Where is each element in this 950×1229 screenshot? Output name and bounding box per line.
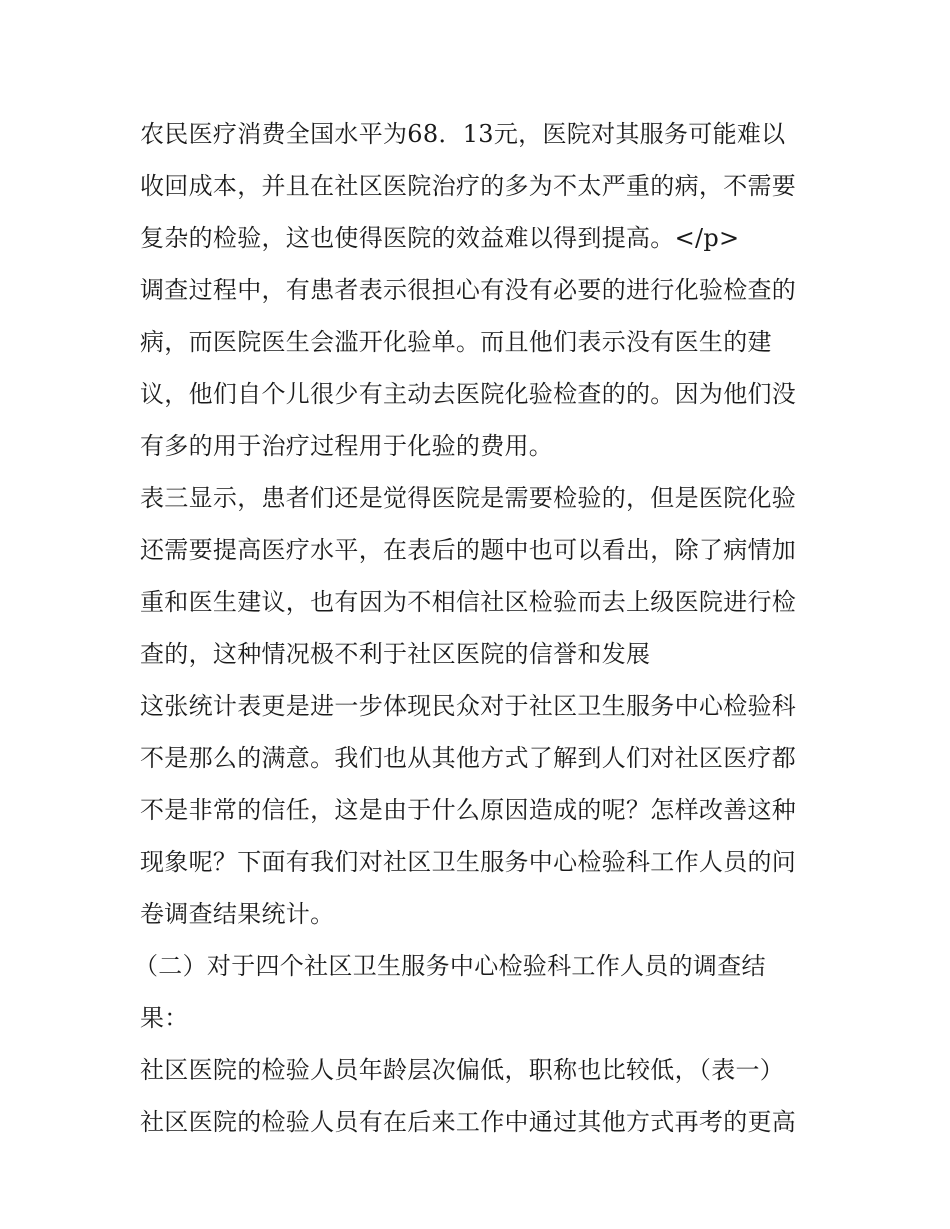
text-line: 复杂的检验，这也使得医院的效益难以得到提高。</p> [140, 224, 740, 252]
text-line: 社区医院的检验人员有在后来工作中通过其他方式再考的更高 [140, 1108, 797, 1136]
text-line: 还需要提高医疗水平，在表后的题中也可以看出，除了病情加 [140, 536, 797, 564]
text-line: 重和医生建议，也有因为不相信社区检验而去上级医院进行检 [140, 588, 797, 616]
text-line: 收回成本，并且在社区医院治疗的多为不太严重的病，不需要 [140, 172, 797, 200]
text-line: 卷调查结果统计。 [140, 900, 335, 928]
text-line: 不是非常的信任，这是由于什么原因造成的呢？怎样改善这种 [140, 796, 797, 824]
section-heading: （二）对于四个社区卫生服务中心检验科工作人员的调查结 [134, 952, 766, 980]
text-line: 病，而医院医生会滥开化验单。而且他们表示没有医生的建 [140, 328, 772, 356]
text-line: 调查过程中，有患者表示很担心有没有必要的进行化验检查的 [140, 276, 797, 304]
text-line: 议，他们自个儿很少有主动去医院化验检查的的。因为他们没 [140, 380, 797, 408]
text-line: 现象呢？下面有我们对社区卫生服务中心检验科工作人员的问 [140, 848, 797, 876]
text-line: 这张统计表更是进一步体现民众对于社区卫生服务中心检验科 [140, 692, 797, 720]
text-line: 不是那么的满意。我们也从其他方式了解到人们对社区医疗都 [140, 744, 797, 772]
text-line: 有多的用于治疗过程用于化验的费用。 [140, 432, 554, 460]
text-line: 表三显示，患者们还是觉得医院是需要检验的，但是医院化验 [140, 484, 797, 512]
text-line: 社区医院的检验人员年龄层次偏低，职称也比较低，（表一） [140, 1056, 785, 1084]
text-line: 查的，这种情况极不利于社区医院的信誉和发展 [140, 640, 651, 668]
section-heading-continued: 果： [140, 1004, 189, 1032]
document-body [134, 108, 820, 1148]
text-line: 农民医疗消费全国水平为68．13元，医院对其服务可能难以 [140, 120, 786, 148]
